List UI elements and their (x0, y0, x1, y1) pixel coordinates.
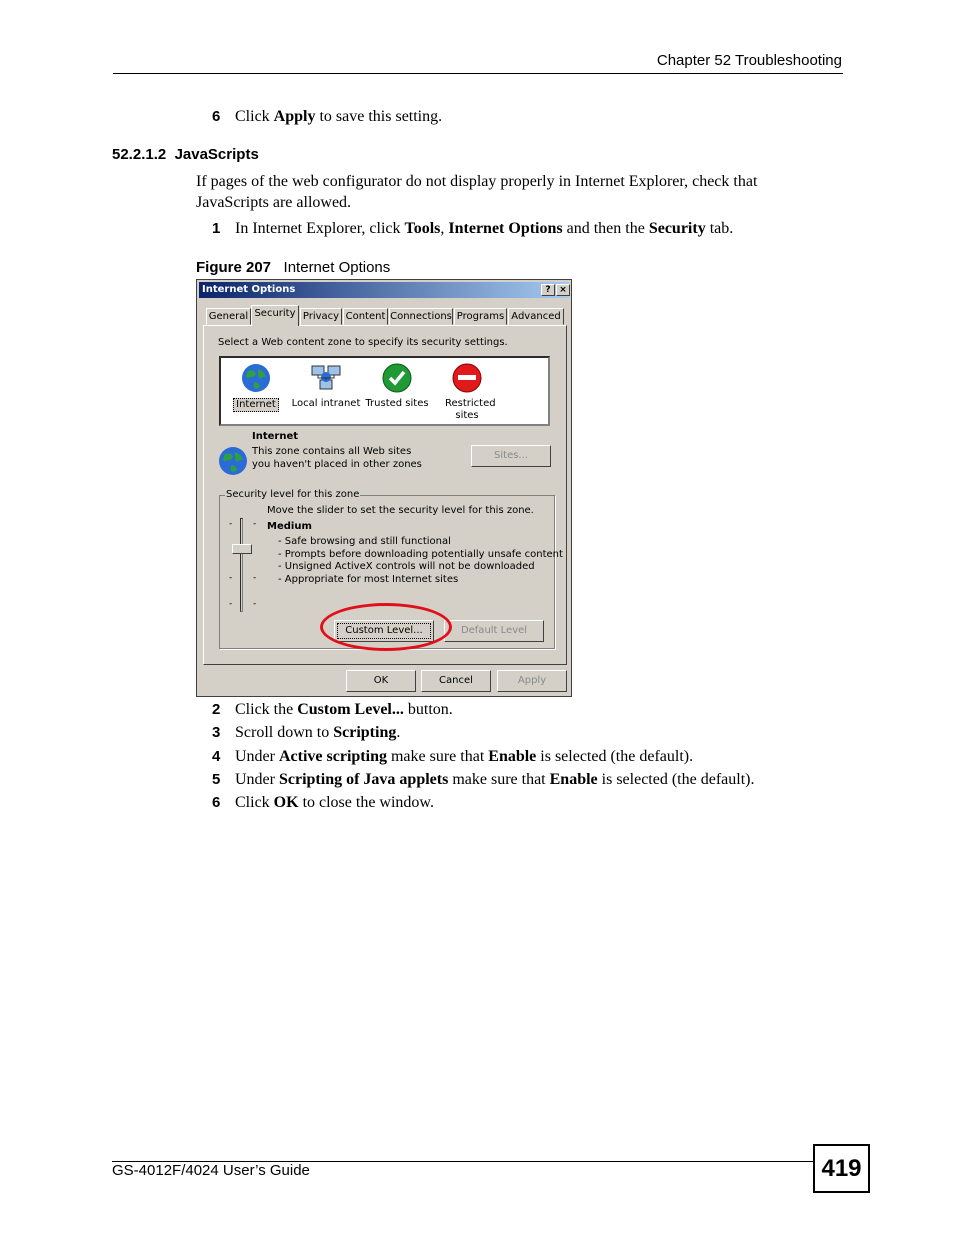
slider-thumb[interactable] (232, 544, 252, 554)
zone-label: Restricted sites (445, 398, 496, 421)
apply-button[interactable]: Apply (497, 670, 567, 692)
slider-hint: Move the slider to set the security level for this zone. (267, 505, 534, 516)
group-label: Security level for this zone (226, 489, 360, 500)
level-item: - Prompts before downloading potentially unsafe content (278, 548, 563, 560)
zone-trusted-sites[interactable] (362, 362, 432, 410)
globe-icon (217, 445, 249, 477)
level-item: - Appropriate for most Internet sites (278, 573, 459, 585)
ok-button[interactable]: OK (346, 670, 416, 692)
tab-security[interactable]: Security (251, 305, 299, 326)
zone-local-intranet[interactable] (291, 362, 361, 410)
zone-label: Trusted sites (365, 398, 429, 409)
step-text: Click OK to close the window. (235, 794, 434, 811)
chapter-header: Chapter 52 Troubleshooting (656, 52, 842, 69)
zone-list[interactable] (219, 356, 550, 426)
sites-button[interactable]: Sites... (471, 445, 551, 467)
tab-general[interactable]: General (206, 308, 251, 325)
globe-icon (240, 362, 272, 394)
section-heading: 52.2.1.2 JavaScripts (112, 146, 259, 163)
step-text: Scroll down to Scripting. (235, 724, 401, 741)
cancel-button[interactable]: Cancel (421, 670, 491, 692)
zone-internet[interactable] (221, 362, 291, 412)
step-number: 6 (212, 794, 221, 811)
figure-caption: Figure 207 Internet Options (196, 259, 391, 276)
tab-programs[interactable]: Programs (454, 308, 507, 325)
step-text: In Internet Explorer, click Tools, Internet Options and then the Security tab. (235, 220, 734, 237)
level-name: Medium (267, 521, 312, 532)
zone-description: This zone contains all Web sites you haven't placed in other zones (252, 446, 422, 470)
zone-restricted-sites[interactable] (432, 362, 502, 422)
tab-connections[interactable]: Connections (389, 308, 453, 325)
intro-paragraph: If pages of the web configurator do not display properly in Internet Explorer, check that JavaScripts are allowed. (196, 173, 758, 211)
highlight-circle (320, 603, 452, 651)
custom-level-button[interactable]: Custom Level... (334, 620, 434, 642)
step-number: 5 (212, 771, 221, 788)
no-entry-icon (451, 362, 483, 394)
zone-prompt: Select a Web content zone to specify its security settings. (218, 337, 508, 348)
level-item: - Safe browsing and still functional (278, 536, 451, 547)
network-icon (310, 362, 342, 394)
level-item: - Unsigned ActiveX controls will not be downloaded (278, 561, 535, 572)
slider-ticks: - - - - - - (229, 519, 257, 609)
level-description (278, 536, 563, 586)
dialog-titlebar (199, 282, 569, 298)
tab-privacy[interactable]: Privacy (300, 308, 342, 325)
step-number: 1 (212, 220, 221, 237)
zone-label: Local intranet (291, 398, 361, 409)
page-number: 419 (813, 1144, 870, 1193)
dialog-title: Internet Options (202, 284, 296, 295)
help-button[interactable]: ? (541, 284, 555, 296)
internet-options-dialog (196, 279, 572, 697)
step-number: 3 (212, 724, 221, 741)
checkmark-icon (381, 362, 413, 394)
zone-title: Internet (252, 431, 299, 442)
step-text: Click Apply to save this setting. (235, 108, 443, 125)
zone-label: Internet (233, 398, 279, 412)
header-rule (113, 73, 843, 74)
tab-content[interactable]: Content (343, 308, 388, 325)
step-text: Click the Custom Level... button. (235, 701, 453, 718)
step-number: 4 (212, 748, 221, 765)
step-number: 6 (212, 108, 221, 125)
step-text: Under Active scripting make sure that Enable is selected (the default). (235, 748, 694, 765)
close-button[interactable]: × (556, 284, 570, 296)
default-level-button[interactable]: Default Level (444, 620, 544, 642)
step-text: Under Scripting of Java applets make sure that Enable is selected (the default). (235, 771, 755, 788)
step-number: 2 (212, 701, 221, 718)
tab-advanced[interactable]: Advanced (508, 308, 564, 325)
footer-guide-title: GS-4012F/4024 User’s Guide (112, 1162, 310, 1179)
security-slider[interactable] (229, 518, 261, 614)
